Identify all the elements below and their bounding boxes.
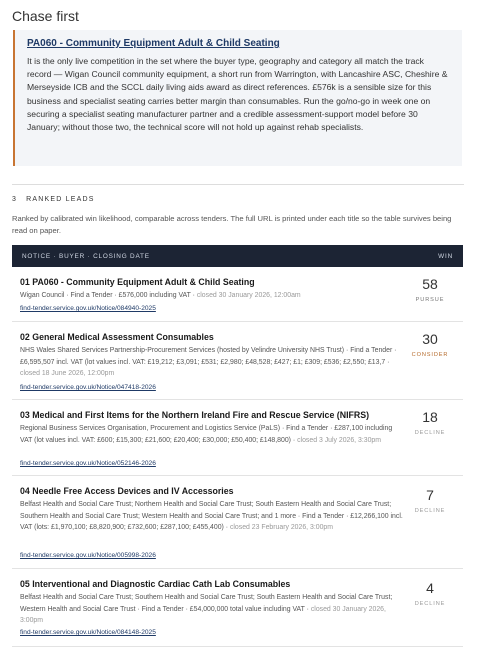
table-row [12,400,463,476]
row-meta: Regional Business Services Organisation, Procurement and Logistics Service (PaLS) · Find a Tender · £287,100 including VAT (lot values incl. VAT: £600; £15,300; £21,600; £20,400; £30,000; £50,400; £148,800) · closed 3 July 2026, 3:30pm [20,425,393,444]
row-link[interactable]: find-tender.service.gov.uk/Notice/084940-2025 [20,305,156,312]
verdict-badge: CONSIDER [411,352,449,358]
row-title: 05 Interventional and Diagnostic Cardiac Cath Lab Consumables [20,579,291,589]
row-link[interactable]: find-tender.service.gov.uk/Notice/084148-2025 [20,629,156,636]
ranked-leads-heading [12,196,95,203]
row-link[interactable]: find-tender.service.gov.uk/Notice/047418-2026 [20,384,156,391]
callout-body: It is the only live competition in the set where the buyer type, geography and category all match the track record — Wigan Council community equipment, a short run from Warrington, with Lancashire ASC, Cheshire & Merseyside ICB and the SCCL daily living aids award as direct references. £576k is a sensible size for this business and specialist seating carries better margin than consumables. Run the go/no-go in week one on securing a specialist seating manufacturer partner and a credible assessment-support model before 30 January; without those two, the technical score will not hold up against rehab specialists. [27,56,448,133]
table-header [12,245,463,267]
header-win: WIN [438,252,453,260]
section-heading: Chase first [12,8,79,24]
section-title: RANKED LEADS [26,196,95,203]
table-row [12,476,463,569]
win-score: 18 [422,409,438,425]
win-score: 30 [422,331,438,347]
intro-text: Ranked by calibrated win likelihood, comparable across tenders. The full URL is printed under each title so the table survives being read on paper. [12,214,452,235]
row-meta: Wigan Council · Find a Tender · £576,000 including VAT · closed 30 January 2026, 12:00am [20,292,301,299]
verdict-badge: DECLINE [414,430,446,436]
verdict-badge: DECLINE [414,508,446,514]
row-title: 02 General Medical Assessment Consumables [20,332,214,342]
row-link[interactable]: find-tender.service.gov.uk/Notice/005998-2026 [20,552,156,559]
section-divider [12,184,464,185]
win-score: 4 [426,580,434,596]
table-row [12,267,463,322]
row-title: 01 PA060 - Community Equipment Adult & Child Seating [20,277,255,287]
row-title: 04 Needle Free Access Devices and IV Accessories [20,486,234,496]
row-meta: Belfast Health and Social Care Trust; Southern Health and Social Care Trust; South Eastern Health and Social Care Trust; Western Health and Social Care Trust · Find a Tender · £54,000,000 total value including VAT · closed 30 January 2026, 3:00pm [20,594,393,624]
row-link[interactable]: find-tender.service.gov.uk/Notice/052146-2026 [20,460,156,467]
callout-title-link[interactable]: PA060 - Community Equipment Adult & Child Seating [27,38,280,49]
row-meta: NHS Wales Shared Services Partnership-Procurement Services (hosted by Velindre University NHS Trust) · Find a Tender · £6,595,507 incl. VAT (lot values incl. VAT: £19,212; £3,091; £531; £2,980; £48,528; £427; £1; £309; £536; £2,550; £13,7 · closed 18 June 2026, 12:00pm [20,347,397,377]
row-meta: Belfast Health and Social Care Trust; Northern Health and Social Care Trust; South Eastern Health and Social Care Trust; Southern Health and Social Care Trust; Western Health and Social Care Trust; and 1 more · Find a Tender · £12,266,100 incl. VAT (lots: £1,970,100; £8,820,900; £732,600; £287,100; £455,400) · closed 23 February 2026, 3:00pm [20,501,403,531]
table-row [12,569,463,647]
table-row [12,322,463,400]
section-number: 3 [12,196,18,203]
win-score: 58 [422,276,438,292]
verdict-badge: DECLINE [414,601,446,607]
recommendation-callout [13,30,462,166]
leads-table [12,245,463,647]
win-score: 7 [426,487,434,503]
row-title: 03 Medical and First Items for the Northern Ireland Fire and Rescue Service (NIFRS) [20,410,370,420]
header-notice: NOTICE · BUYER · CLOSING DATE [22,252,150,260]
verdict-badge: PURSUE [415,297,445,303]
